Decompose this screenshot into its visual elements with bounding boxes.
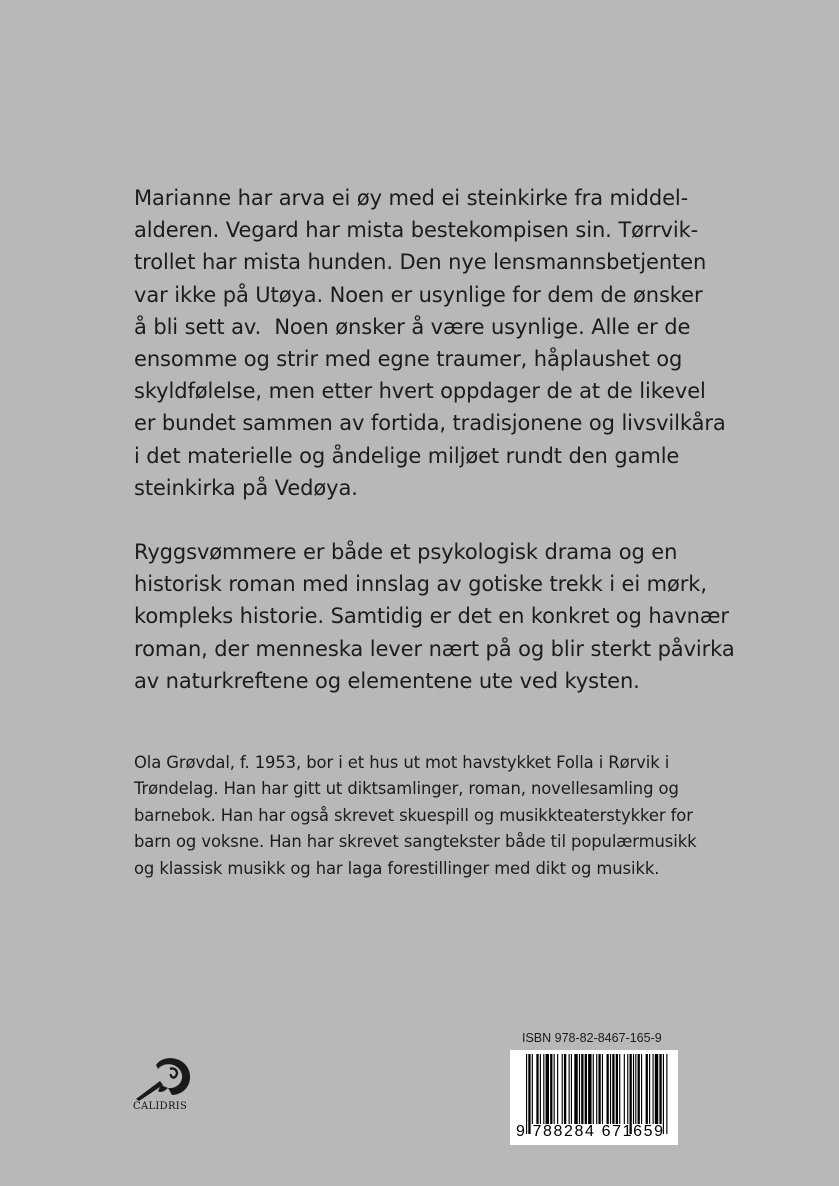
- barcode-bar: [579, 1054, 580, 1124]
- bio-line: Trøndelag. Han har gitt ut diktsamlinger, roman, novellesamling og: [134, 779, 679, 799]
- calidris-bird-logo-icon: [130, 1055, 204, 1103]
- blurb-line: steinkirka på Vedøya.: [134, 475, 358, 500]
- blurb-line: i det materielle og åndelige miljøet rundt den gamle: [134, 443, 680, 468]
- barcode-bar: [532, 1054, 533, 1124]
- barcode-bar: [562, 1054, 563, 1124]
- blurb-line: skyldfølelse, men etter hvert oppdager de at de likevel: [134, 379, 706, 404]
- blurb-paragraph-2: [134, 536, 734, 697]
- bio-line: og klassisk musikk og har laga forestillinger med dikt og musikk.: [134, 858, 660, 878]
- barcode-bar: [557, 1054, 558, 1124]
- blurb-line: alderen. Vegard har mista bestekompisen sin. Tørrvik-: [134, 218, 699, 243]
- barcode-bar: [598, 1054, 600, 1124]
- barcode-bar: [663, 1054, 664, 1134]
- barcode-bar: [630, 1054, 632, 1134]
- barcode-bar: [571, 1054, 572, 1124]
- bio-line: barn og voksne. Han har skrevet sangtekster både til populærmusikk: [134, 832, 697, 852]
- barcode-bar: [619, 1054, 620, 1124]
- barcode-bar: [581, 1054, 583, 1124]
- barcode-bar: [646, 1054, 648, 1124]
- barcode-bar: [655, 1054, 658, 1124]
- blurb-line: kompleks historie. Samtidig er det en konkret og havnær: [134, 604, 729, 629]
- publisher-name: CALIDRIS: [133, 1101, 188, 1112]
- barcode-bar: [602, 1054, 603, 1124]
- barcode-bar: [596, 1054, 597, 1124]
- barcode-bar: [528, 1054, 530, 1134]
- blurb-line: er bundet sammen av fortida, tradisjonene og livsvilkåra: [134, 411, 726, 436]
- blurb-line: å bli sett av. Noen ønsker å være usynlige. Alle er de: [134, 314, 691, 339]
- isbn-barcode: [510, 1050, 678, 1145]
- isbn-label: ISBN 978-82-8467-165-9: [522, 1031, 662, 1045]
- barcode-bar: [574, 1054, 577, 1124]
- blurb-paragraph-1: [134, 182, 734, 504]
- bio-line: Ola Grøvdal, f. 1953, bor i et hus ut mot havstykket Folla i Rørvik i: [134, 753, 670, 772]
- barcode-bar: [641, 1054, 642, 1124]
- barcode-bar: [593, 1054, 594, 1124]
- blurb-line: trollet har mista hunden. Den nye lensmannsbetjenten: [134, 250, 707, 275]
- barcode-bar: [550, 1054, 552, 1124]
- barcode-bar: [633, 1054, 634, 1124]
- author-bio: [134, 750, 734, 882]
- barcode-bar: [638, 1054, 640, 1124]
- barcode-bar: [569, 1054, 570, 1124]
- barcode-digits: 9 788284 671659: [516, 1123, 665, 1140]
- barcode-bar: [543, 1054, 544, 1124]
- barcode-bar: [564, 1054, 566, 1124]
- barcode-bar: [536, 1054, 538, 1124]
- blurb-line: Ryggsvømmere er både et psykologisk drama og en: [134, 540, 678, 565]
- barcode-bar: [610, 1054, 611, 1124]
- barcode-bar: [649, 1054, 650, 1124]
- barcode-bar: [607, 1054, 609, 1124]
- barcode-bar: [616, 1054, 618, 1124]
- barcode-bar: [627, 1054, 628, 1124]
- barcode-bar: [546, 1054, 549, 1124]
- barcode-bar: [624, 1054, 625, 1124]
- paragraph-spacer: [134, 504, 734, 536]
- barcode-bar: [666, 1054, 667, 1134]
- barcode-bar: [653, 1054, 654, 1124]
- barcode-bar: [540, 1054, 541, 1124]
- barcode-bar: [526, 1054, 527, 1134]
- publisher-logo: [130, 1055, 204, 1115]
- barcode-bar: [554, 1054, 555, 1124]
- barcode-bar: [612, 1054, 614, 1124]
- blurb-line: roman, der menneska lever nært på og blir sterkt påvirka: [134, 636, 735, 661]
- barcode-bar: [659, 1054, 661, 1124]
- barcode-bar: [588, 1054, 591, 1124]
- blurb-line: Marianne har arva ei øy med ei steinkirke fra middel-: [134, 186, 689, 210]
- blurb-line: var ikke på Utøya. Noen er usynlige for dem de ønsker: [134, 282, 703, 307]
- barcode-bar: [585, 1054, 587, 1124]
- barcode-bar: [635, 1054, 636, 1124]
- blurb-line: historisk roman med innslag av gotiske trekk i ei mørk,: [134, 572, 707, 597]
- blurb-line: av naturkreftene og elementene ute ved kysten.: [134, 668, 640, 693]
- bio-line: barnebok. Han har også skrevet skuespill og musikkteaterstykker for: [134, 805, 693, 825]
- back-cover-blurb: [134, 182, 734, 697]
- blurb-line: ensomme og strir med egne traumer, håplaushet og: [134, 347, 683, 372]
